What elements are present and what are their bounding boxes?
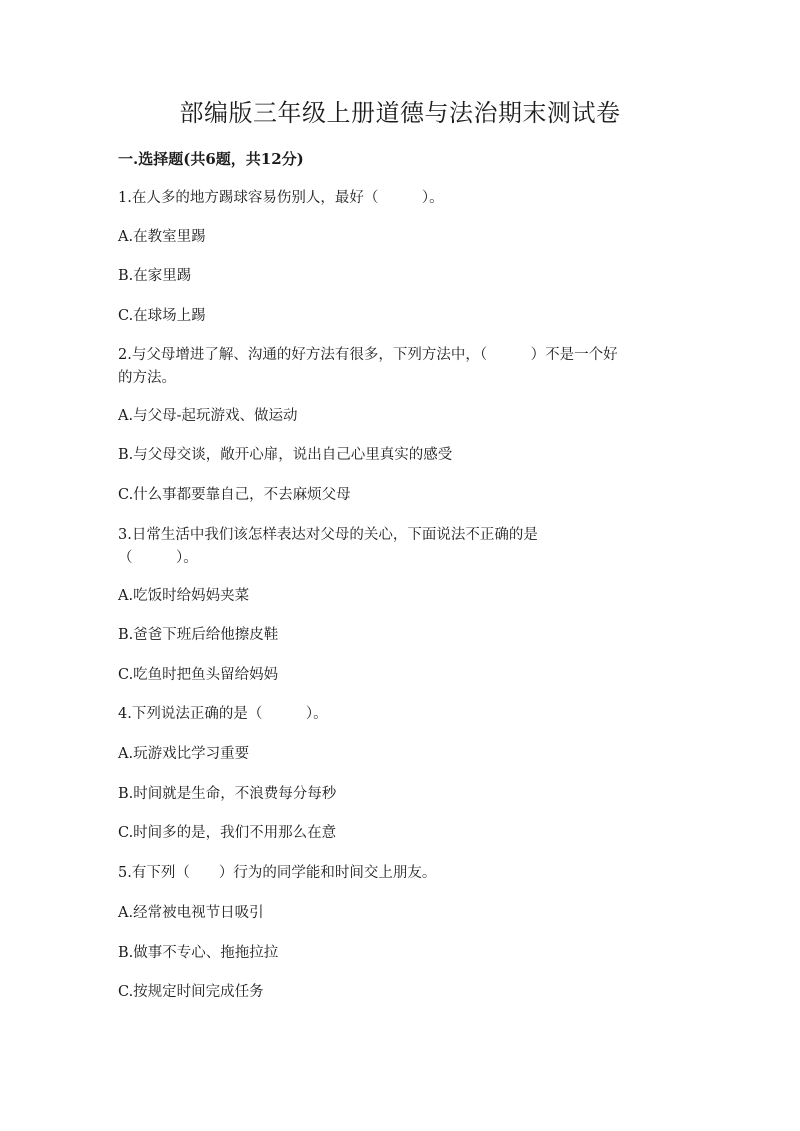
question-3-stem-line-2: （ ）。 (118, 550, 198, 566)
question-1-option-a: A.在教室里踢 (118, 229, 206, 245)
question-3-stem (118, 524, 688, 570)
question-5-option-c: C.按规定时间完成任务 (118, 984, 264, 1000)
question-1-stem: 1.在人多的地方踢球容易伤别人，最好（ ）。 (118, 190, 444, 206)
question-4-option-c: C.时间多的是，我们不用那么在意 (118, 825, 337, 841)
question-3-option-a: A.吃饭时给妈妈夹菜 (118, 588, 250, 604)
section-heading: 一.选择题(共6题，共12分) (118, 150, 304, 168)
question-5-option-a: A.经常被电视节日吸引 (118, 905, 264, 921)
question-2-stem-line-2: 的方法。 (118, 370, 176, 386)
document-title: 部编版三年级上册道德与法治期末测试卷 (179, 99, 621, 127)
question-3-option-b: B.爸爸下班后给他擦皮鞋 (118, 627, 279, 643)
question-1-option-b: B.在家里踢 (118, 268, 192, 284)
question-2-stem-line-1: 2.与父母增进了解、沟通的好方法有很多，下列方法中，（ ）不是一个好 (118, 347, 618, 363)
question-3-stem-line-1: 3.日常生活中我们该怎样表达对父母的关心，下面说法不正确的是 (118, 527, 538, 543)
question-5-option-b: B.做事不专心、拖拖拉拉 (118, 945, 279, 961)
question-2-stem (118, 344, 688, 390)
question-3-option-c: C.吃鱼时把鱼头留给妈妈 (118, 667, 279, 683)
question-2-option-b: B.与父母交谈，敞开心扉，说出自己心里真实的感受 (118, 447, 453, 463)
question-1-option-c: C.在球场上踢 (118, 308, 206, 324)
question-2-option-a: A.与父母-起玩游戏、做运动 (118, 408, 298, 424)
question-4-option-a: A.玩游戏比学习重要 (118, 746, 250, 762)
question-5-stem: 5.有下列（ ）行为的同学能和时间交上朋友。 (118, 865, 437, 881)
question-4-option-b: B.时间就是生命，不浪费每分每秒 (118, 786, 337, 802)
question-2-option-c: C.什么事都要靠自己，不去麻烦父母 (118, 487, 351, 503)
question-4-stem: 4.下列说法正确的是（ ）。 (118, 706, 328, 722)
